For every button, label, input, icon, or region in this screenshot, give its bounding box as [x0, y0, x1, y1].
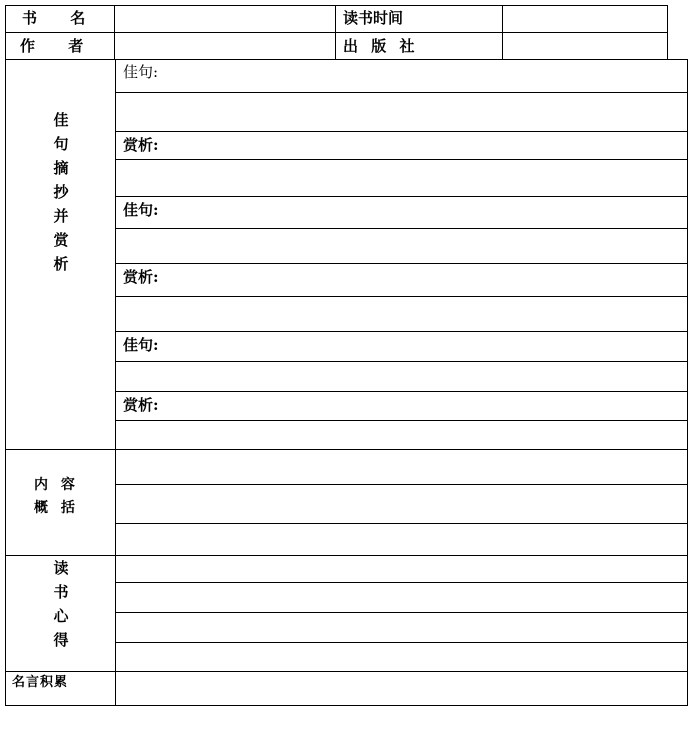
excerpt-row-line [115, 131, 688, 132]
excerpt-label-char: 句 [53, 135, 69, 153]
reading-time-label: 读书时间 [343, 9, 404, 27]
excerpt-row-label: 佳句: [123, 63, 159, 81]
reflection-label-char: 得 [53, 631, 69, 649]
book-title-field[interactable] [115, 6, 334, 31]
author-field[interactable] [115, 33, 334, 59]
excerpt-label-char: 佳 [53, 111, 69, 129]
publisher-label: 出 版 社 [343, 37, 419, 55]
book-title-label: 书 名 [22, 9, 100, 27]
excerpt-row-label: 赏析: [123, 396, 159, 414]
quotes-label: 名言积累 [12, 675, 69, 690]
excerpt-section-label [51, 108, 71, 276]
reading-time-field[interactable] [503, 6, 667, 31]
excerpt-write-cell[interactable] [116, 93, 687, 130]
quotes-write-area[interactable] [116, 672, 687, 705]
header-col-divider-2 [335, 5, 336, 60]
summary-label-line1: 内 容 [34, 477, 79, 493]
excerpt-row-line [115, 331, 688, 332]
excerpt-label-char: 抄 [53, 183, 69, 201]
excerpt-row-line [115, 196, 688, 197]
excerpt-write-cell[interactable] [116, 229, 687, 262]
excerpt-label-char: 赏 [53, 231, 69, 249]
summary-label-line2: 概 括 [34, 500, 79, 516]
reflection-section-label [51, 556, 71, 652]
summary-write-area[interactable] [116, 450, 687, 554]
reflection-label-char: 心 [53, 607, 69, 625]
excerpt-row-label: 赏析: [123, 268, 159, 286]
reflection-write-area[interactable] [116, 556, 687, 670]
reflection-label-char: 书 [53, 583, 69, 601]
excerpt-write-cell[interactable] [116, 160, 687, 195]
reflection-label-char: 读 [53, 559, 69, 577]
publisher-field[interactable] [503, 33, 667, 59]
excerpt-label-char: 并 [53, 207, 69, 225]
excerpt-row-line [115, 263, 688, 264]
excerpt-row-line [115, 391, 688, 392]
excerpt-write-cell[interactable] [116, 362, 687, 390]
author-label: 作 者 [20, 37, 98, 55]
excerpt-label-char: 析 [53, 255, 69, 273]
excerpt-row-label: 佳句: [123, 201, 159, 219]
excerpt-write-cell[interactable] [116, 421, 687, 448]
excerpt-write-cell[interactable] [116, 297, 687, 330]
excerpt-row-label: 佳句: [123, 336, 159, 354]
excerpt-label-char: 摘 [53, 159, 69, 177]
excerpt-row-label: 赏析: [123, 136, 159, 154]
